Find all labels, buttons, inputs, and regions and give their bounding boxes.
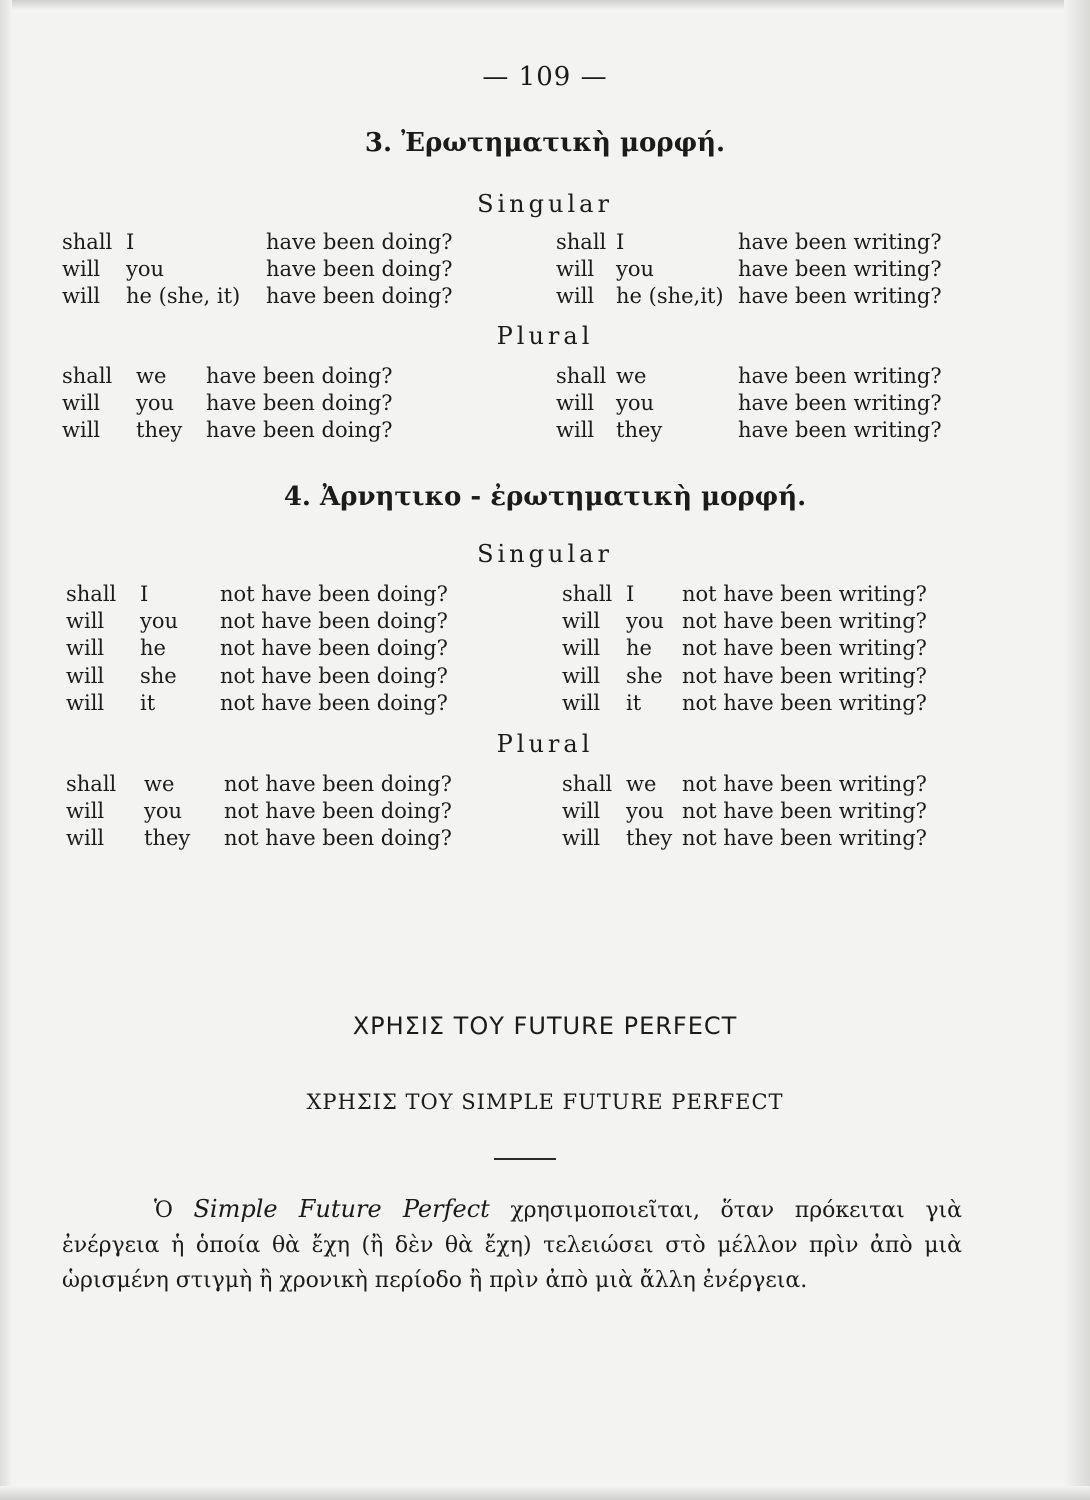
pronoun-right: you [626,609,665,633]
verb-right: not have been writing? [682,799,927,823]
aux-left: will [66,826,105,850]
body-paragraph [62,1192,962,1298]
pronoun-left: I [126,230,135,254]
aux-left: will [66,691,105,715]
aux-right: will [556,391,595,415]
heading-rule [494,1158,556,1160]
section-3-plural-label: Plural [496,322,594,350]
conjugation-row [0,284,1090,314]
paragraph-lead: Ὁ [154,1198,173,1223]
aux-left: will [62,418,101,442]
section-3-title: 3. Ἐρωτηματικὴ μορφή. [364,128,726,158]
pronoun-right: they [616,418,663,442]
verb-right: not have been writing? [682,826,927,850]
verb-right: have been writing? [738,257,942,281]
conjugation-row [0,230,1090,260]
conjugation-row [0,582,1090,612]
conjugation-row [0,257,1090,287]
pronoun-left: they [136,418,183,442]
pronoun-left: we [144,772,175,796]
verb-left: not have been doing? [220,664,448,688]
verb-left: not have been doing? [220,582,448,606]
conjugation-row [0,364,1090,394]
pronoun-right: you [626,799,665,823]
conjugation-row [0,691,1090,721]
aux-left: will [62,284,101,308]
pronoun-right: you [616,391,655,415]
aux-right: shall [556,230,607,254]
paragraph-text: χρησιμοποιεῖται, ὅταν πρόκειται γιὰ ἐνέργεια ἡ ὁποία θὰ ἔχη (ἢ δὲν θὰ ἔχη) τελειώσει στὸ μέλλον πρὶν ἀπὸ μιὰ ὡρισμένη στιγμὴ ἢ χρονικὴ περίοδο ἢ πρὶν ἀπὸ μιὰ ἄλλη ἐνέργεια. [62,1198,962,1293]
aux-left: shall [62,230,113,254]
verb-left: not have been doing? [224,799,452,823]
pronoun-left: he (she, it) [126,284,241,308]
verb-right: have been writing? [738,391,942,415]
pronoun-left: I [140,582,149,606]
verb-right: not have been writing? [682,772,927,796]
pronoun-left: it [140,691,156,715]
conjugation-row [0,391,1090,421]
page-edge-bottom [0,1486,1090,1500]
section-4-title: 4. Ἀρνητικο - ἐρωτηματικὴ μορφή. [283,482,807,512]
aux-right: will [562,799,601,823]
aux-right: will [562,664,601,688]
verb-right: not have been writing? [682,609,927,633]
aux-left: will [66,609,105,633]
aux-left: will [62,257,101,281]
usage-heading: ΧΡΗΣΙΣ ΤΟΥ FUTURE PERFECT [352,1012,738,1040]
pronoun-left: you [144,799,183,823]
verb-right: have been writing? [738,230,942,254]
page-number: — 109 — [482,62,608,92]
pronoun-left: they [144,826,191,850]
paragraph-term: Simple Future Perfect [193,1195,490,1223]
section-4-singular-label: Singular [477,540,613,568]
verb-left: have been doing? [266,284,453,308]
verb-right: not have been writing? [682,691,927,715]
pronoun-left: she [140,664,177,688]
verb-right: have been writing? [738,418,942,442]
aux-left: will [62,391,101,415]
conjugation-row [0,418,1090,448]
pronoun-right: he [626,636,652,660]
aux-left: shall [66,772,117,796]
pronoun-right: it [626,691,642,715]
verb-left: not have been doing? [220,691,448,715]
pronoun-right: you [616,257,655,281]
verb-right: have been writing? [738,364,942,388]
verb-right: have been writing? [738,284,942,308]
aux-right: will [556,418,595,442]
aux-right: will [562,691,601,715]
aux-right: shall [562,772,613,796]
pronoun-right: they [626,826,673,850]
verb-left: not have been doing? [220,609,448,633]
pronoun-left: you [140,609,179,633]
section-3-singular-label: Singular [477,190,613,218]
verb-left: have been doing? [206,364,393,388]
verb-left: not have been doing? [220,636,448,660]
conjugation-row [0,664,1090,694]
aux-right: will [562,826,601,850]
aux-right: shall [556,364,607,388]
aux-left: shall [62,364,113,388]
page-edge-top [0,0,1090,10]
conjugation-row [0,772,1090,802]
verb-left: have been doing? [266,230,453,254]
conjugation-row [0,609,1090,639]
verb-right: not have been writing? [682,636,927,660]
pronoun-right: I [626,582,635,606]
verb-right: not have been writing? [682,582,927,606]
pronoun-left: he [140,636,166,660]
aux-left: will [66,664,105,688]
pronoun-left: we [136,364,167,388]
pronoun-right: we [616,364,647,388]
verb-left: not have been doing? [224,826,452,850]
pronoun-right: she [626,664,663,688]
aux-right: will [562,609,601,633]
verb-right: not have been writing? [682,664,927,688]
verb-left: have been doing? [206,391,393,415]
pronoun-left: you [126,257,165,281]
aux-left: will [66,636,105,660]
aux-right: will [556,257,595,281]
aux-right: will [562,636,601,660]
conjugation-row [0,826,1090,856]
pronoun-left: you [136,391,175,415]
aux-right: shall [562,582,613,606]
conjugation-row [0,636,1090,666]
verb-left: have been doing? [206,418,393,442]
verb-left: have been doing? [266,257,453,281]
pronoun-right: we [626,772,657,796]
aux-right: will [556,284,595,308]
aux-left: shall [66,582,117,606]
conjugation-row [0,799,1090,829]
pronoun-right: I [616,230,625,254]
verb-left: not have been doing? [224,772,452,796]
simple-usage-heading: ΧΡΗΣΙΣ ΤΟΥ SIMPLE FUTURE PERFECT [306,1090,784,1114]
pronoun-right: he (she,it) [616,284,724,308]
aux-left: will [66,799,105,823]
section-4-plural-label: Plural [496,730,594,758]
